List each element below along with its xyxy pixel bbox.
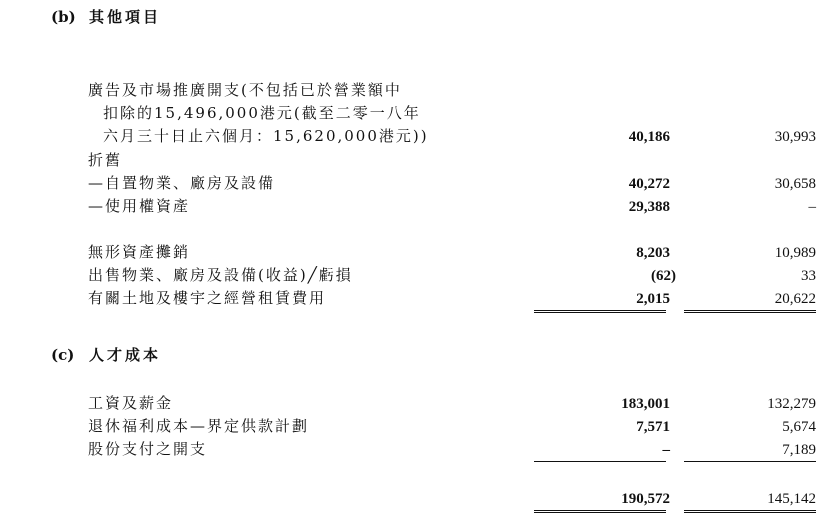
section-b-current-double-rule bbox=[534, 310, 666, 313]
row-owned-property-prior: 30,658 bbox=[774, 176, 816, 192]
row-disposal-current: (62) bbox=[651, 268, 676, 284]
row-salaries-label: 工資及薪金 bbox=[88, 394, 174, 412]
row-right-of-use-prior: – bbox=[808, 199, 816, 215]
row-lease-prior: 20,622 bbox=[774, 291, 816, 307]
row-disposal-label: 出售物業、廠房及設備(收益)╱虧損 bbox=[88, 266, 353, 284]
row-advertising-line1: 廣告及市場推廣開支(不包括已於營業額中 bbox=[88, 81, 402, 99]
row-disposal-prior: 33 bbox=[801, 268, 816, 284]
row-right-of-use-label: —使用權資產 bbox=[88, 197, 191, 215]
section-b-code: (b) bbox=[51, 8, 76, 26]
row-owned-property-current: 40,272 bbox=[628, 176, 670, 192]
row-retirement-current: 7,571 bbox=[636, 419, 670, 435]
section-c-total-current: 190,572 bbox=[621, 491, 670, 507]
row-retirement-label: 退休福利成本—界定供款計劃 bbox=[88, 417, 310, 435]
section-b-title: 其他項目 bbox=[89, 8, 162, 26]
section-c-total-prior: 145,142 bbox=[767, 491, 816, 507]
row-depreciation-label: 折舊 bbox=[88, 151, 123, 169]
row-share-based-prior: 7,189 bbox=[782, 442, 816, 458]
row-lease-current: 2,015 bbox=[636, 291, 670, 307]
row-retirement-prior: 5,674 bbox=[782, 419, 816, 435]
row-right-of-use-current: 29,388 bbox=[628, 199, 670, 215]
row-salaries-current: 183,001 bbox=[621, 396, 670, 412]
row-advertising-line2: 扣除的15,496,000港元(截至二零一八年 bbox=[103, 104, 421, 122]
section-c-current-single-rule bbox=[534, 461, 666, 462]
row-advertising-prior: 30,993 bbox=[774, 129, 816, 145]
row-amortisation-label: 無形資產攤銷 bbox=[88, 243, 191, 261]
row-share-based-label: 股份支付之開支 bbox=[88, 440, 208, 458]
row-amortisation-prior: 10,989 bbox=[774, 245, 816, 261]
section-c-current-double-rule bbox=[534, 510, 666, 513]
row-share-based-current: – bbox=[662, 442, 670, 458]
row-advertising-current: 40,186 bbox=[628, 129, 670, 145]
section-c-prior-single-rule bbox=[684, 461, 816, 462]
section-c-prior-double-rule bbox=[684, 510, 816, 513]
row-salaries-prior: 132,279 bbox=[767, 396, 816, 412]
section-b-prior-double-rule bbox=[684, 310, 816, 313]
row-owned-property-label: —自置物業、廠房及設備 bbox=[88, 174, 276, 192]
section-c-title: 人才成本 bbox=[89, 346, 162, 364]
section-c-code: (c) bbox=[51, 346, 75, 364]
row-lease-label: 有關土地及樓宇之經營租賃費用 bbox=[88, 289, 327, 307]
row-amortisation-current: 8,203 bbox=[636, 245, 670, 261]
row-advertising-line3: 六月三十日止六個月：15,620,000港元)) bbox=[103, 127, 429, 145]
